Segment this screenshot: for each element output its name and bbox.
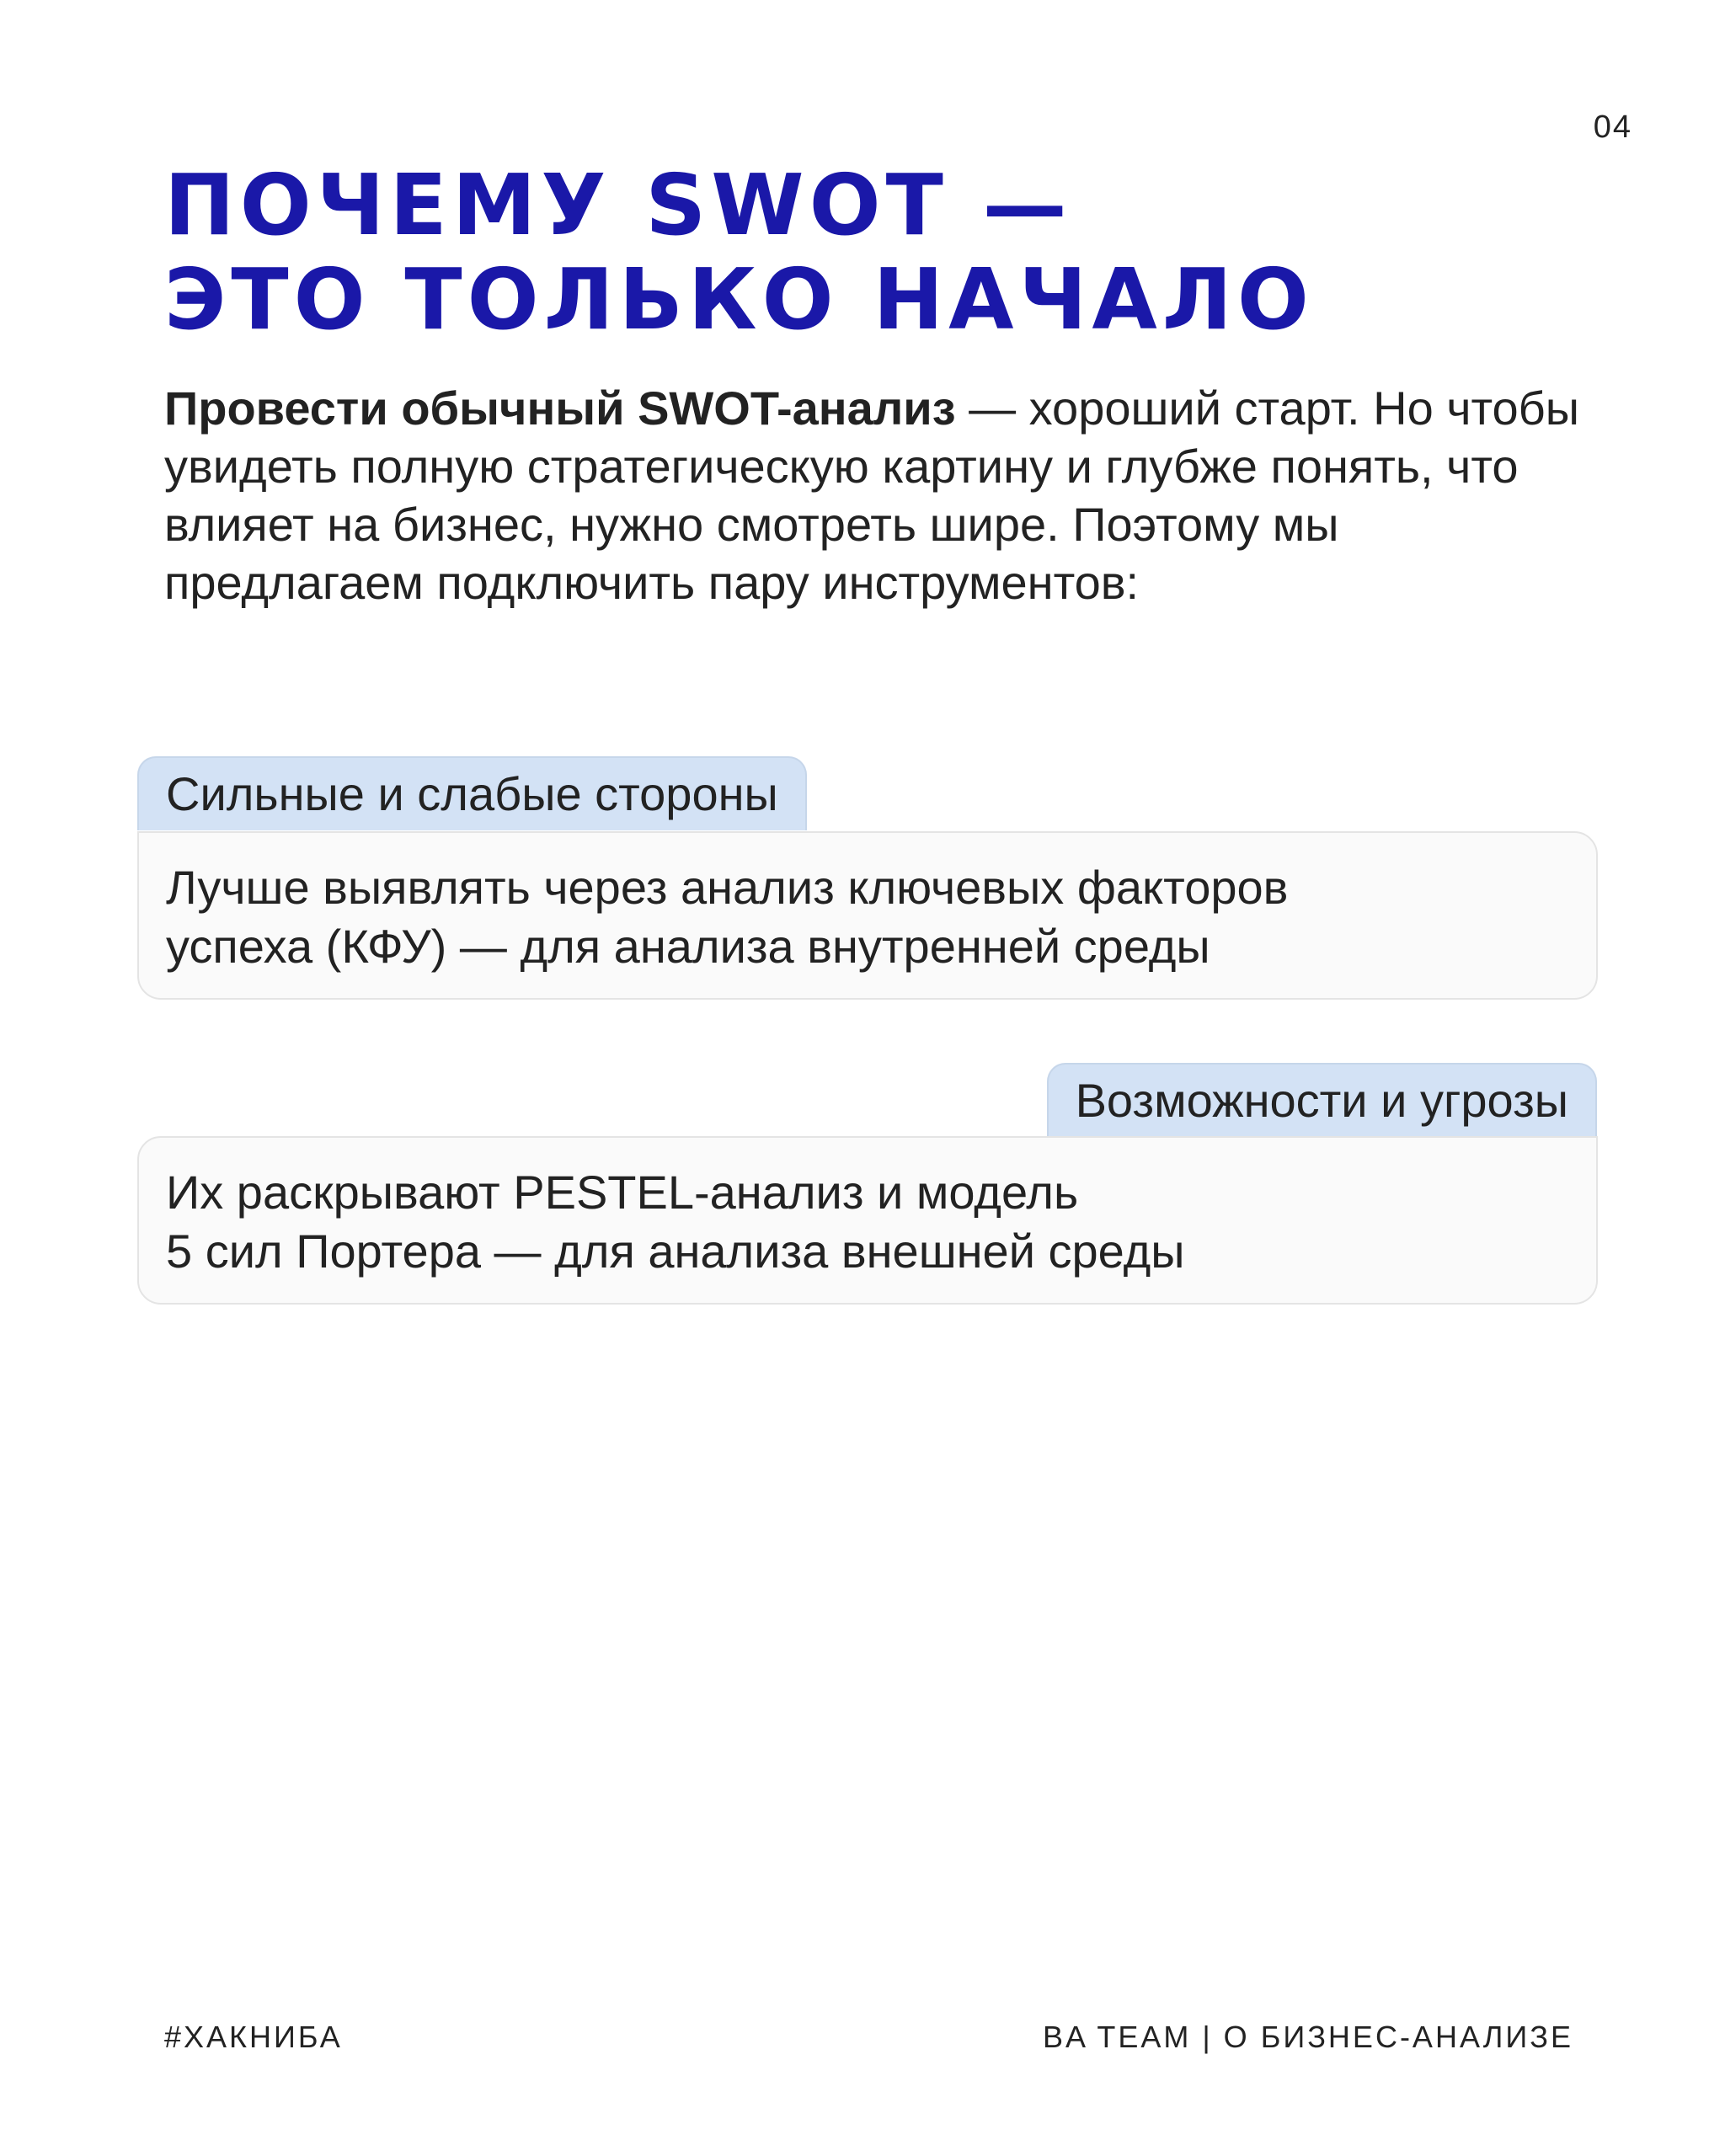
card-external-line-2: 5 сил Портера — для анализа внешней среды (166, 1225, 1185, 1278)
tag-opportunities-threats: Возможности и угрозы (1047, 1063, 1597, 1137)
intro-bold-lead: Провести обычный SWOT-анализ (164, 382, 956, 435)
card-internal-line-1: Лучше выявлять через анализ ключевых факторов (166, 861, 1289, 914)
footer-brand: BA TEAM | О БИЗНЕС-АНАЛИЗЕ (1042, 2020, 1573, 2054)
page-title (164, 158, 1512, 347)
tag-strengths-weaknesses: Сильные и слабые стороны (137, 756, 807, 830)
card-internal-analysis (137, 831, 1598, 1000)
card-external-line-1: Их раскрывают PESTEL-анализ и модель (166, 1166, 1079, 1219)
page-number: 04 (1593, 109, 1632, 145)
card-internal-line-2: успеха (КФУ) — для анализа внутренней среды (166, 920, 1210, 973)
page-title-line-1: ПОЧЕМУ SWOT — (164, 156, 1072, 254)
footer-hashtag: #ХАКНИБА (164, 2020, 343, 2054)
intro-paragraph (164, 379, 1596, 611)
intro-text: — хороший старт. Но чтобы увидеть полную стратегическую картину и глубже понять, что влияет на бизнес, нужно смотреть шире. Поэтому мы предлагаем подключить пару инструментов: (164, 382, 1579, 609)
card-external-analysis (137, 1136, 1598, 1305)
page-title-line-2: ЭТО ТОЛЬКО НАЧАЛО (164, 250, 1314, 349)
